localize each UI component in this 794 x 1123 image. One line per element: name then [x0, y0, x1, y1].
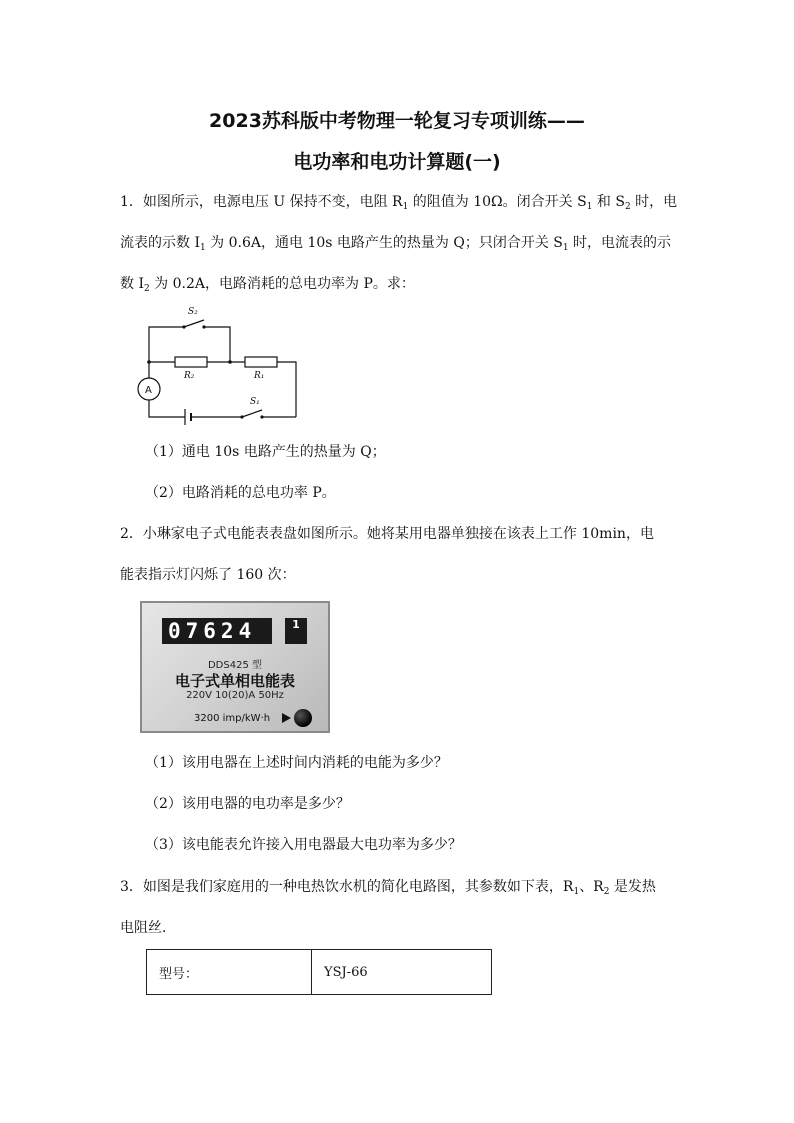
q2-sub3: （3）该电能表允许接入用电器最大电功率为多少？ [145, 837, 462, 853]
meter-model: DDS425 型 [207, 660, 262, 671]
meter-digits: 07624 [162, 618, 272, 644]
q1-line1: 1．如图所示，电源电压 U 保持不变，电阻 $R_1$ 的阻值为 10Ω。闭合开关 $S_1$ 和 $S_2$ 时，电 [120, 194, 678, 212]
energy-meter-image [140, 601, 330, 733]
q2-line1: 2．小琳家电子式电能表表盘如图所示。她将某用电器单独接在该表上工作 10min，电 [120, 526, 654, 542]
q1-sub2: （2）电路消耗的总电功率 P。 [145, 485, 336, 501]
label-r2: R₂ [184, 371, 195, 381]
q3-line1: 3．如图是我们家庭用的一种电热饮水机的简化电路图，其参数如下表，$R_1$、$R_2$ 是发热 [120, 879, 656, 897]
q3-line2: 电阻丝． [120, 920, 176, 936]
circuit-diagram [130, 300, 310, 428]
table-row [147, 950, 492, 995]
meter-name: 电子式单相电能表 [174, 672, 295, 690]
table-cell-label: 型号： [147, 950, 312, 995]
document-title-line1: 2023苏科版中考物理一轮复习专项训练—— [209, 110, 585, 132]
q2-sub1: （1）该用电器在上述时间内消耗的电能为多少？ [145, 755, 448, 771]
document-title-line2: 电功率和电功计算题(一) [293, 151, 501, 173]
table-cell-value: YSJ-66 [312, 950, 492, 995]
meter-unit-box [285, 618, 307, 644]
q2-line2: 能表指示灯闪烁了 160 次： [120, 567, 296, 583]
meter-constant: 3200 imp/kW·h [194, 713, 271, 724]
ammeter-label: A [145, 385, 152, 396]
label-s1: S₁ [250, 397, 260, 407]
meter-spec: 220V 10(20)A 50Hz [186, 690, 284, 701]
indicator-lamp-icon [294, 709, 312, 727]
arrow-icon [282, 713, 291, 723]
q1-line2: 流表的示数 $I_1$ 为 0.6A，通电 10s 电路产生的热量为 Q；只闭合开关 $S_1$ 时，电流表的示 [120, 235, 672, 253]
label-r1: R₁ [254, 371, 265, 381]
meter-unit-digit: 1 [292, 618, 300, 631]
spec-table [146, 949, 492, 995]
q2-sub2: （2）该用电器的电功率是多少？ [145, 796, 350, 812]
label-s2: S₂ [188, 307, 198, 317]
q1-line3: 数 $I_2$ 为 0.2A，电路消耗的总电功率为 P。求： [120, 276, 415, 294]
q1-sub1: （1）通电 10s 电路产生的热量为 Q； [145, 444, 386, 460]
